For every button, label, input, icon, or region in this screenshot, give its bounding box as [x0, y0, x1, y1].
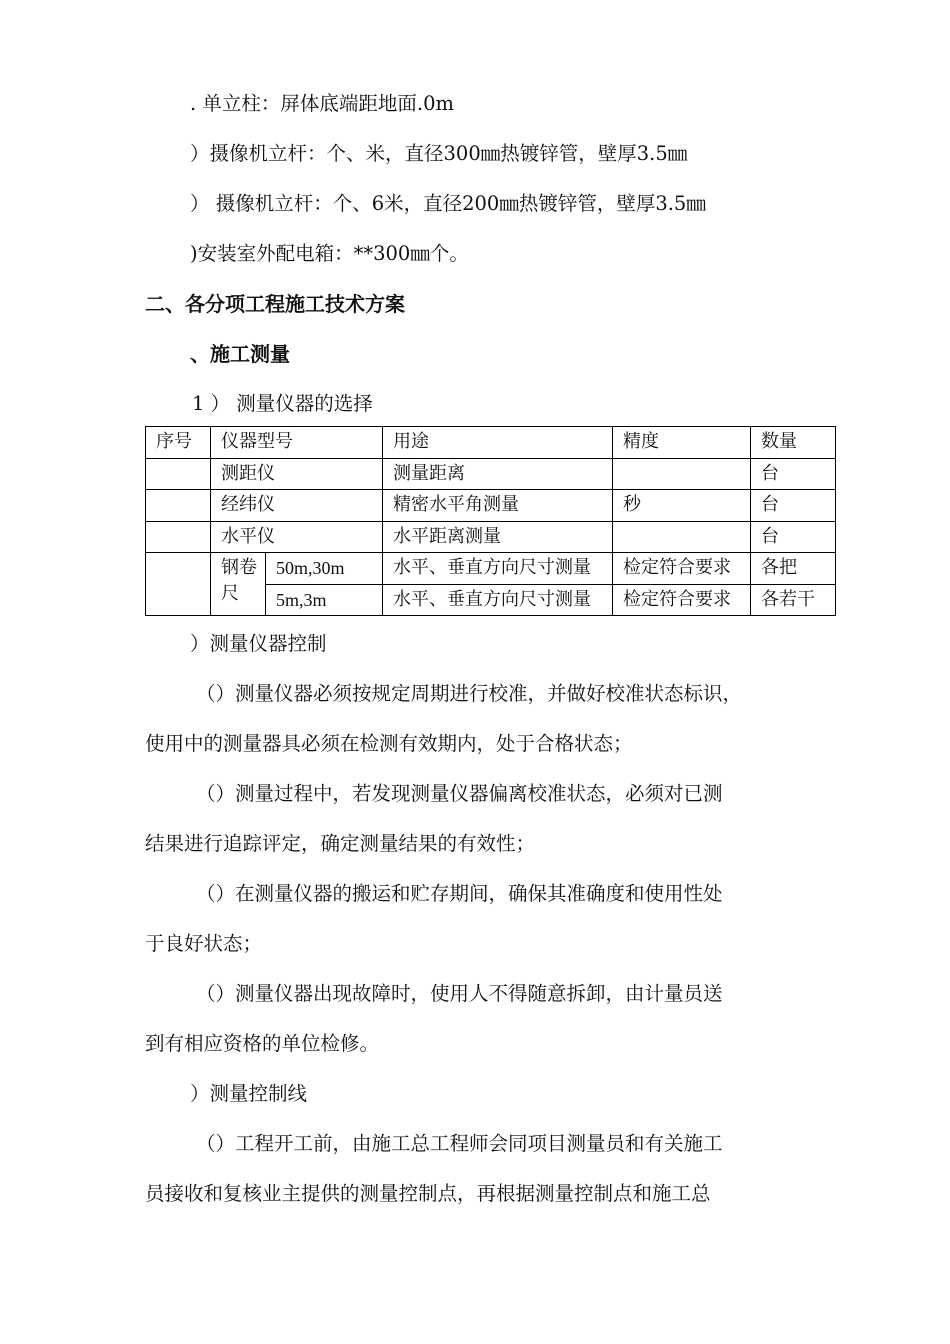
subsection-heading: 、施工测量 [190, 342, 290, 366]
table-row [146, 490, 836, 522]
paragraph-line: （）在测量仪器的搬运和贮存期间，确保其准确度和使用性处 [196, 882, 723, 905]
cell-use: 精密水平角测量 [383, 490, 613, 522]
cell-qty: 台 [751, 490, 836, 522]
paragraph-line: （）测量仪器必须按规定周期进行校准，并做好校准状态标识， [196, 682, 743, 705]
cell-precision: 检定符合要求 [613, 553, 751, 585]
table-row [146, 521, 836, 553]
cell-precision [613, 458, 751, 490]
header-cell-model: 仪器型号 [211, 427, 383, 459]
paragraph-heading: ）测量控制线 [190, 1082, 308, 1105]
cell-qty: 台 [751, 521, 836, 553]
paragraph-line: 员接收和复核业主提供的测量控制点，再根据测量控制点和施工总 [145, 1182, 711, 1205]
header-cell-no: 序号 [146, 427, 211, 459]
spec-line-camera-pole-300: ）摄像机立杆：个、米，直径300㎜热镀锌管，壁厚3.5㎜ [190, 142, 688, 165]
sub-item-heading: 1 ） 测量仪器的选择 [192, 392, 373, 415]
cell-model-tape: 钢卷尺 [211, 553, 266, 616]
cell-model: 测距仪 [211, 458, 383, 490]
cell-use: 测量距离 [383, 458, 613, 490]
header-cell-qty: 数量 [751, 427, 836, 459]
cell-model: 经纬仪 [211, 490, 383, 522]
cell-use: 水平距离测量 [383, 521, 613, 553]
table-header-row [146, 427, 836, 459]
header-cell-precision: 精度 [613, 427, 751, 459]
cell-spec: 50m,30m [266, 553, 383, 585]
cell-no [146, 521, 211, 553]
cell-qty: 台 [751, 458, 836, 490]
spec-line-camera-pole-200: ） 摄像机立杆：个、6米，直径200㎜热镀锌管，壁厚3.5㎜ [190, 192, 706, 215]
paragraph-line: （）工程开工前，由施工总工程师会同项目测量员和有关施工 [196, 1132, 723, 1155]
cell-no [146, 553, 211, 616]
cell-no [146, 490, 211, 522]
spec-line-distribution-box: )安装室外配电箱：**300㎜个。 [190, 242, 469, 265]
paragraph-heading: ）测量仪器控制 [190, 632, 327, 655]
paragraph-line: 结果进行追踪评定，确定测量结果的有效性； [145, 832, 536, 855]
cell-use: 水平、垂直方向尺寸测量 [383, 584, 613, 616]
paragraph-line: （）测量过程中，若发现测量仪器偏离校准状态，必须对已测 [196, 782, 723, 805]
table-row [146, 458, 836, 490]
paragraph-line: （）测量仪器出现故障时，使用人不得随意拆卸，由计量员送 [196, 982, 723, 1005]
instrument-table [145, 426, 836, 616]
cell-qty: 各若干 [751, 584, 836, 616]
cell-no [146, 458, 211, 490]
cell-precision: 秒 [613, 490, 751, 522]
table-row [146, 553, 836, 585]
paragraph-line: 于良好状态； [145, 932, 263, 955]
cell-model: 水平仪 [211, 521, 383, 553]
cell-qty: 各把 [751, 553, 836, 585]
cell-use: 水平、垂直方向尺寸测量 [383, 553, 613, 585]
header-cell-use: 用途 [383, 427, 613, 459]
cell-precision [613, 521, 751, 553]
spec-line-single-column: . 单立柱：屏体底端距地面.0m [190, 92, 454, 115]
cell-precision: 检定符合要求 [613, 584, 751, 616]
paragraph-line: 使用中的测量器具必须在检测有效期内，处于合格状态； [145, 732, 633, 755]
paragraph-line: 到有相应资格的单位检修。 [145, 1032, 380, 1055]
cell-spec: 5m,3m [266, 584, 383, 616]
section-heading: 二、各分项工程施工技术方案 [145, 292, 405, 316]
